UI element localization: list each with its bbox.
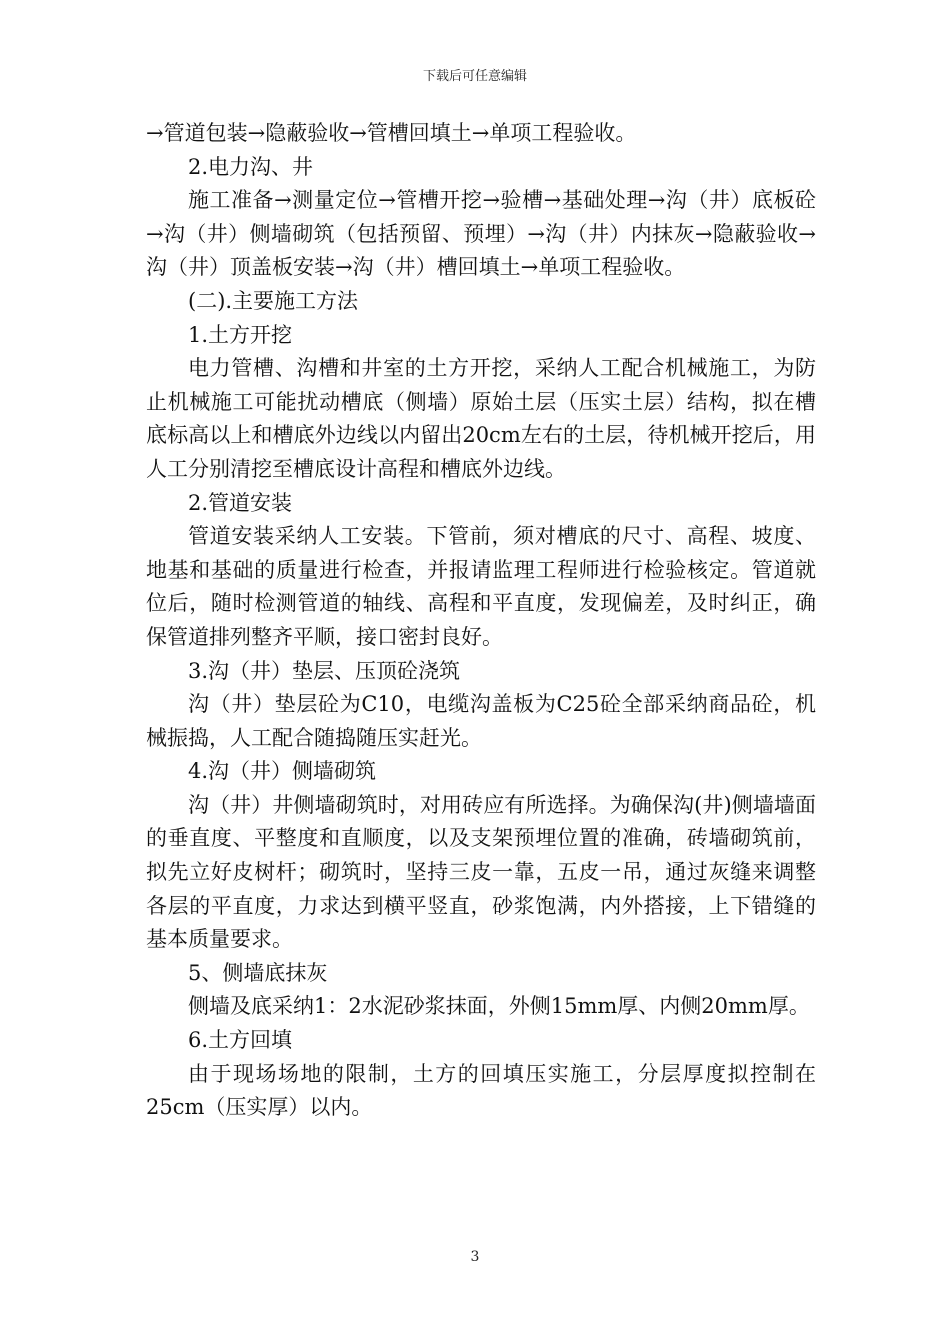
paragraph-trench-well-process: 施工准备→测量定位→管槽开挖→验槽→基础处理→沟（井）底板砼→沟（井）侧墙砌筑（包括预留、预埋）→沟（井）内抹灰→隐蔽验收→沟（井）顶盖板安装→沟（井）槽回填土→单项工程验收。 bbox=[146, 188, 816, 280]
paragraph-earth-backfill: 由于现场场地的限制，土方的回填压实施工，分层厚度拟控制在25cm（压实厚）以内。 bbox=[146, 1061, 816, 1120]
document-body bbox=[146, 117, 816, 1125]
heading-earth-backfill: 6.土方回填 bbox=[188, 1028, 293, 1053]
heading-main-construction-methods: (二).主要施工方法 bbox=[188, 288, 359, 313]
heading-cushion-concrete-pouring: 3.沟（井）垫层、压顶砼浇筑 bbox=[188, 658, 461, 683]
heading-side-wall-masonry: 4.沟（井）侧墙砌筑 bbox=[188, 759, 377, 784]
heading-side-wall-plastering: 5、侧墙底抹灰 bbox=[188, 960, 328, 985]
paragraph-side-wall-plastering: 侧墙及底采纳1：2水泥砂浆抹面，外侧15mm厚、内侧20mm厚。 bbox=[188, 994, 810, 1019]
page-header: 下载后可任意编辑 bbox=[422, 69, 527, 84]
paragraph-pipe-installation: 管道安装采纳人工安装。下管前，须对槽底的尺寸、高程、坡度、地基和基础的质量进行检查，并报请监理工程师进行检验核定。管道就位后，随时检测管道的轴线、高程和平直度，发现偏差，及时纠正，确保管道排列整齐平顺，接口密封良好。 bbox=[146, 524, 816, 649]
heading-pipe-installation: 2.管道安装 bbox=[188, 490, 293, 515]
paragraph-side-wall-masonry: 沟（井）井侧墙砌筑时，对用砖应有所选择。为确保沟(井)侧墙墙面的垂直度、平整度和直顺度，以及支架预埋位置的准确，砖墙砌筑前，拟先立好皮树杆；砌筑时，坚持三皮一靠，五皮一吊，通过灰缝来调整各层的平直度，力求达到横平竖直，砂浆饱满，内外搭接，上下错缝的基本质量要求。 bbox=[146, 792, 816, 952]
paragraph-cushion-concrete-pouring: 沟（井）垫层砼为C10，电缆沟盖板为C25砼全部采纳商品砼，机械振捣，人工配合随捣随压实赶光。 bbox=[146, 692, 816, 750]
heading-power-trench-well: 2.电力沟、井 bbox=[188, 154, 314, 179]
paragraph-earth-excavation: 电力管槽、沟槽和井室的土方开挖，采纳人工配合机械施工，为防止机械施工可能扰动槽底（侧墙）原始土层（压实土层）结构，拟在槽底标高以上和槽底外边线以内留出20cm左右的土层，待机械开挖后，用人工分别清挖至槽底设计高程和槽底外边线。 bbox=[146, 356, 816, 481]
page-number: 3 bbox=[470, 1249, 480, 1265]
heading-earth-excavation: 1.土方开挖 bbox=[188, 322, 293, 347]
paragraph-process-continuation: →管道包装→隐蔽验收→管槽回填土→单项工程验收。 bbox=[146, 121, 637, 145]
